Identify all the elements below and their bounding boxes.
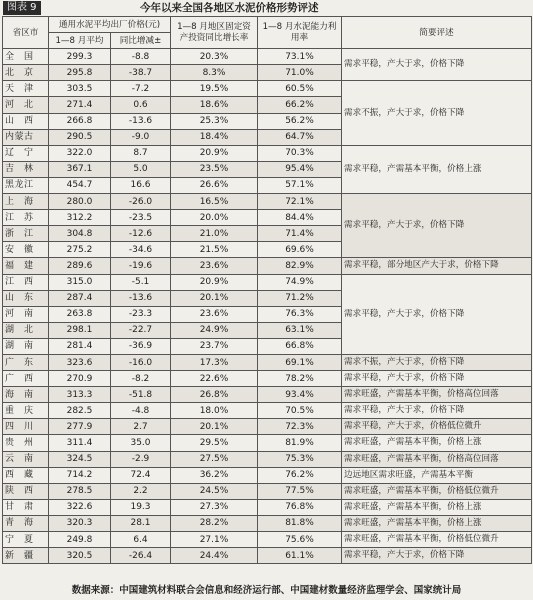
table-row [3, 515, 532, 531]
avg-price-cell: 287.4 [49, 290, 111, 306]
region-cell: 湖 南 [3, 338, 49, 354]
region-cell: 上 海 [3, 194, 49, 210]
investment-growth-cell: 23.6% [171, 258, 258, 274]
data-source: 数据来源：中国建筑材料联合会信息和经济运行部、中国建材数量经济监理学会、国家统计局 [71, 585, 462, 596]
region-cell: 河 北 [3, 97, 49, 113]
region-cell: 北 京 [3, 65, 49, 81]
avg-price-cell: 275.2 [49, 242, 111, 258]
capacity-utilization-cell: 70.3% [258, 145, 342, 161]
investment-growth-cell: 18.4% [171, 129, 258, 145]
table-body [3, 49, 532, 564]
region-cell: 江 西 [3, 274, 49, 290]
capacity-utilization-cell: 63.1% [258, 322, 342, 338]
avg-price-cell: 277.9 [49, 419, 111, 435]
capacity-utilization-cell: 82.9% [258, 258, 342, 274]
table-row [3, 49, 532, 65]
avg-price-cell: 290.5 [49, 129, 111, 145]
yoy-change-cell: -5.1 [111, 274, 171, 290]
remark-cell: 需求旺盛，产需基本平衡，价格上涨 [342, 435, 532, 451]
table-row [3, 451, 532, 467]
remark-cell: 需求平稳，产大于求，价格下降 [342, 274, 532, 354]
remark-cell: 需求平稳，产需基本平衡，价格上涨 [342, 145, 532, 193]
investment-growth-cell: 26.6% [171, 177, 258, 193]
avg-price-cell: 454.7 [49, 177, 111, 193]
yoy-change-cell: -4.8 [111, 403, 171, 419]
yoy-change-cell: -7.2 [111, 81, 171, 97]
capacity-utilization-cell: 95.4% [258, 161, 342, 177]
region-cell: 安 徽 [3, 242, 49, 258]
region-cell: 吉 林 [3, 161, 49, 177]
region-cell: 山 东 [3, 290, 49, 306]
region-cell: 广 西 [3, 371, 49, 387]
table-row [3, 274, 532, 290]
table-row [3, 258, 532, 274]
table-row [3, 499, 532, 515]
capacity-utilization-cell: 69.6% [258, 242, 342, 258]
avg-price-cell: 271.4 [49, 97, 111, 113]
yoy-change-cell: -36.9 [111, 338, 171, 354]
yoy-change-cell: 6.4 [111, 532, 171, 548]
yoy-change-cell: 2.7 [111, 419, 171, 435]
region-cell: 宁 夏 [3, 532, 49, 548]
remark-cell: 需求旺盛，产需基本平衡，价格低位微升 [342, 532, 532, 548]
table-row [3, 435, 532, 451]
region-cell: 江 苏 [3, 210, 49, 226]
avg-price-cell: 282.5 [49, 403, 111, 419]
avg-price-cell: 281.4 [49, 338, 111, 354]
region-cell: 福 建 [3, 258, 49, 274]
capacity-utilization-cell: 81.8% [258, 515, 342, 531]
table-row [3, 371, 532, 387]
yoy-change-cell: -19.6 [111, 258, 171, 274]
yoy-change-cell: -38.7 [111, 65, 171, 81]
avg-price-cell: 315.0 [49, 274, 111, 290]
capacity-utilization-cell: 77.5% [258, 483, 342, 499]
remark-cell: 需求旺盛，产需基本平衡，价格低位微升 [342, 483, 532, 499]
avg-price-cell: 299.3 [49, 49, 111, 65]
capacity-utilization-cell: 70.5% [258, 403, 342, 419]
capacity-utilization-cell: 57.1% [258, 177, 342, 193]
region-cell: 天 津 [3, 81, 49, 97]
region-cell: 内蒙古 [3, 129, 49, 145]
investment-growth-cell: 17.3% [171, 354, 258, 370]
avg-price-cell: 304.8 [49, 226, 111, 242]
region-cell: 陕 西 [3, 483, 49, 499]
table-row [3, 532, 532, 548]
avg-price-cell: 320.3 [49, 515, 111, 531]
capacity-utilization-cell: 75.3% [258, 451, 342, 467]
header-yoy: 同比增减± [111, 33, 171, 49]
table-row [3, 145, 532, 161]
capacity-utilization-cell: 75.6% [258, 532, 342, 548]
yoy-change-cell: 28.1 [111, 515, 171, 531]
avg-price-cell: 714.2 [49, 467, 111, 483]
investment-growth-cell: 24.5% [171, 483, 258, 499]
region-cell: 辽 宁 [3, 145, 49, 161]
investment-growth-cell: 25.3% [171, 113, 258, 129]
capacity-utilization-cell: 81.9% [258, 435, 342, 451]
remark-cell: 需求不振，产大于求，价格下降 [342, 354, 532, 370]
capacity-utilization-cell: 60.5% [258, 81, 342, 97]
remark-cell: 需求平稳，产大于求，价格低位微升 [342, 419, 532, 435]
investment-growth-cell: 23.7% [171, 338, 258, 354]
avg-price-cell: 320.5 [49, 548, 111, 564]
avg-price-cell: 266.8 [49, 113, 111, 129]
remark-cell: 需求平稳，产大于求，价格下降 [342, 194, 532, 258]
yoy-change-cell: -13.6 [111, 290, 171, 306]
avg-price-cell: 322.0 [49, 145, 111, 161]
avg-price-cell: 295.8 [49, 65, 111, 81]
yoy-change-cell: -2.9 [111, 451, 171, 467]
investment-growth-cell: 24.9% [171, 322, 258, 338]
figure-label: 图表 9 [3, 1, 41, 15]
investment-growth-cell: 20.3% [171, 49, 258, 65]
avg-price-cell: 322.6 [49, 499, 111, 515]
header-price-group: 通用水泥平均出厂价格(元) [49, 17, 171, 33]
avg-price-cell: 270.9 [49, 371, 111, 387]
yoy-change-cell: -16.0 [111, 354, 171, 370]
region-cell: 全 国 [3, 49, 49, 65]
capacity-utilization-cell: 74.9% [258, 274, 342, 290]
region-cell: 新 疆 [3, 548, 49, 564]
yoy-change-cell: -23.5 [111, 210, 171, 226]
capacity-utilization-cell: 78.2% [258, 371, 342, 387]
capacity-utilization-cell: 76.8% [258, 499, 342, 515]
region-cell: 甘 肃 [3, 499, 49, 515]
investment-growth-cell: 18.6% [171, 97, 258, 113]
investment-growth-cell: 27.3% [171, 499, 258, 515]
capacity-utilization-cell: 61.1% [258, 548, 342, 564]
investment-growth-cell: 20.9% [171, 145, 258, 161]
avg-price-cell: 280.0 [49, 194, 111, 210]
investment-growth-cell: 20.9% [171, 274, 258, 290]
yoy-change-cell: -22.7 [111, 322, 171, 338]
investment-growth-cell: 24.4% [171, 548, 258, 564]
price-table [2, 16, 532, 564]
yoy-change-cell: 35.0 [111, 435, 171, 451]
investment-growth-cell: 27.5% [171, 451, 258, 467]
yoy-change-cell: -23.3 [111, 306, 171, 322]
investment-growth-cell: 18.0% [171, 403, 258, 419]
header-invest: 1—8 月地区固定资产投资同比增长率 [171, 17, 258, 49]
yoy-change-cell: 16.6 [111, 177, 171, 193]
header-avg: 1—8 月平均 [49, 33, 111, 49]
capacity-utilization-cell: 76.2% [258, 467, 342, 483]
investment-growth-cell: 23.6% [171, 306, 258, 322]
region-cell: 河 南 [3, 306, 49, 322]
avg-price-cell: 249.8 [49, 532, 111, 548]
yoy-change-cell: -34.6 [111, 242, 171, 258]
avg-price-cell: 303.5 [49, 81, 111, 97]
avg-price-cell: 263.8 [49, 306, 111, 322]
capacity-utilization-cell: 66.2% [258, 97, 342, 113]
capacity-utilization-cell: 73.1% [258, 49, 342, 65]
yoy-change-cell: 72.4 [111, 467, 171, 483]
capacity-utilization-cell: 64.7% [258, 129, 342, 145]
investment-growth-cell: 21.5% [171, 242, 258, 258]
yoy-change-cell: -8.2 [111, 371, 171, 387]
region-cell: 黑龙江 [3, 177, 49, 193]
investment-growth-cell: 26.8% [171, 387, 258, 403]
remark-cell: 需求平稳，部分地区产大于求，价格下降 [342, 258, 532, 274]
table-row [3, 81, 532, 97]
investment-growth-cell: 29.5% [171, 435, 258, 451]
investment-growth-cell: 28.2% [171, 515, 258, 531]
capacity-utilization-cell: 66.8% [258, 338, 342, 354]
avg-price-cell: 323.6 [49, 354, 111, 370]
investment-growth-cell: 19.5% [171, 81, 258, 97]
investment-growth-cell: 8.3% [171, 65, 258, 81]
remark-cell: 需求旺盛，产需基本平衡，价格上涨 [342, 515, 532, 531]
investment-growth-cell: 27.1% [171, 532, 258, 548]
remark-cell: 需求不振，产大于求，价格下降 [342, 81, 532, 145]
remark-cell: 需求平稳，产大于求，价格下降 [342, 548, 532, 564]
avg-price-cell: 311.4 [49, 435, 111, 451]
capacity-utilization-cell: 71.0% [258, 65, 342, 81]
remark-cell: 边远地区需求旺盛，产需基本平衡 [342, 467, 532, 483]
header-region: 省区市 [3, 17, 49, 49]
table-row [3, 387, 532, 403]
avg-price-cell: 289.6 [49, 258, 111, 274]
investment-growth-cell: 16.5% [171, 194, 258, 210]
yoy-change-cell: 2.2 [111, 483, 171, 499]
yoy-change-cell: -51.8 [111, 387, 171, 403]
yoy-change-cell: -12.6 [111, 226, 171, 242]
region-cell: 贵 州 [3, 435, 49, 451]
yoy-change-cell: 0.6 [111, 97, 171, 113]
avg-price-cell: 367.1 [49, 161, 111, 177]
capacity-utilization-cell: 56.2% [258, 113, 342, 129]
yoy-change-cell: 8.7 [111, 145, 171, 161]
remark-cell: 需求平稳，产大于求，价格下降 [342, 371, 532, 387]
capacity-utilization-cell: 71.2% [258, 290, 342, 306]
capacity-utilization-cell: 84.4% [258, 210, 342, 226]
capacity-utilization-cell: 76.3% [258, 306, 342, 322]
avg-price-cell: 324.5 [49, 451, 111, 467]
table-row [3, 194, 532, 210]
header-remark: 简要评述 [342, 17, 532, 49]
investment-growth-cell: 22.6% [171, 371, 258, 387]
capacity-utilization-cell: 72.1% [258, 194, 342, 210]
header-capacity: 1—8 月水泥能力利用率 [258, 17, 342, 49]
region-cell: 重 庆 [3, 403, 49, 419]
yoy-change-cell: 5.0 [111, 161, 171, 177]
region-cell: 西 藏 [3, 467, 49, 483]
avg-price-cell: 278.5 [49, 483, 111, 499]
yoy-change-cell: -26.0 [111, 194, 171, 210]
yoy-change-cell: -8.8 [111, 49, 171, 65]
investment-growth-cell: 20.1% [171, 419, 258, 435]
yoy-change-cell: -13.6 [111, 113, 171, 129]
region-cell: 云 南 [3, 451, 49, 467]
region-cell: 广 东 [3, 354, 49, 370]
title-bar [0, 0, 533, 16]
table-row [3, 548, 532, 564]
table-row [3, 403, 532, 419]
region-cell: 浙 江 [3, 226, 49, 242]
table-title: 今年以来全国各地区水泥价格形势评述 [140, 2, 319, 14]
region-cell: 山 西 [3, 113, 49, 129]
avg-price-cell: 313.3 [49, 387, 111, 403]
avg-price-cell: 312.2 [49, 210, 111, 226]
capacity-utilization-cell: 72.3% [258, 419, 342, 435]
investment-growth-cell: 21.0% [171, 226, 258, 242]
capacity-utilization-cell: 71.4% [258, 226, 342, 242]
investment-growth-cell: 20.0% [171, 210, 258, 226]
region-cell: 湖 北 [3, 322, 49, 338]
remark-cell: 需求旺盛，产需基本平衡，价格高位回落 [342, 451, 532, 467]
remark-cell: 需求旺盛，产需基本平衡，价格高位回落 [342, 387, 532, 403]
remark-cell: 需求平稳，产大于求，价格下降 [342, 403, 532, 419]
capacity-utilization-cell: 93.4% [258, 387, 342, 403]
yoy-change-cell: -9.0 [111, 129, 171, 145]
table-row [3, 354, 532, 370]
avg-price-cell: 298.1 [49, 322, 111, 338]
remark-cell: 需求平稳，产大于求，价格下降 [342, 49, 532, 81]
investment-growth-cell: 36.2% [171, 467, 258, 483]
table-row [3, 467, 532, 483]
investment-growth-cell: 20.1% [171, 290, 258, 306]
region-cell: 青 海 [3, 515, 49, 531]
investment-growth-cell: 23.5% [171, 161, 258, 177]
capacity-utilization-cell: 69.1% [258, 354, 342, 370]
table-row [3, 483, 532, 499]
region-cell: 四 川 [3, 419, 49, 435]
yoy-change-cell: 19.3 [111, 499, 171, 515]
table-row [3, 419, 532, 435]
region-cell: 海 南 [3, 387, 49, 403]
yoy-change-cell: -26.4 [111, 548, 171, 564]
remark-cell: 需求旺盛，产需基本平衡，价格上涨 [342, 499, 532, 515]
